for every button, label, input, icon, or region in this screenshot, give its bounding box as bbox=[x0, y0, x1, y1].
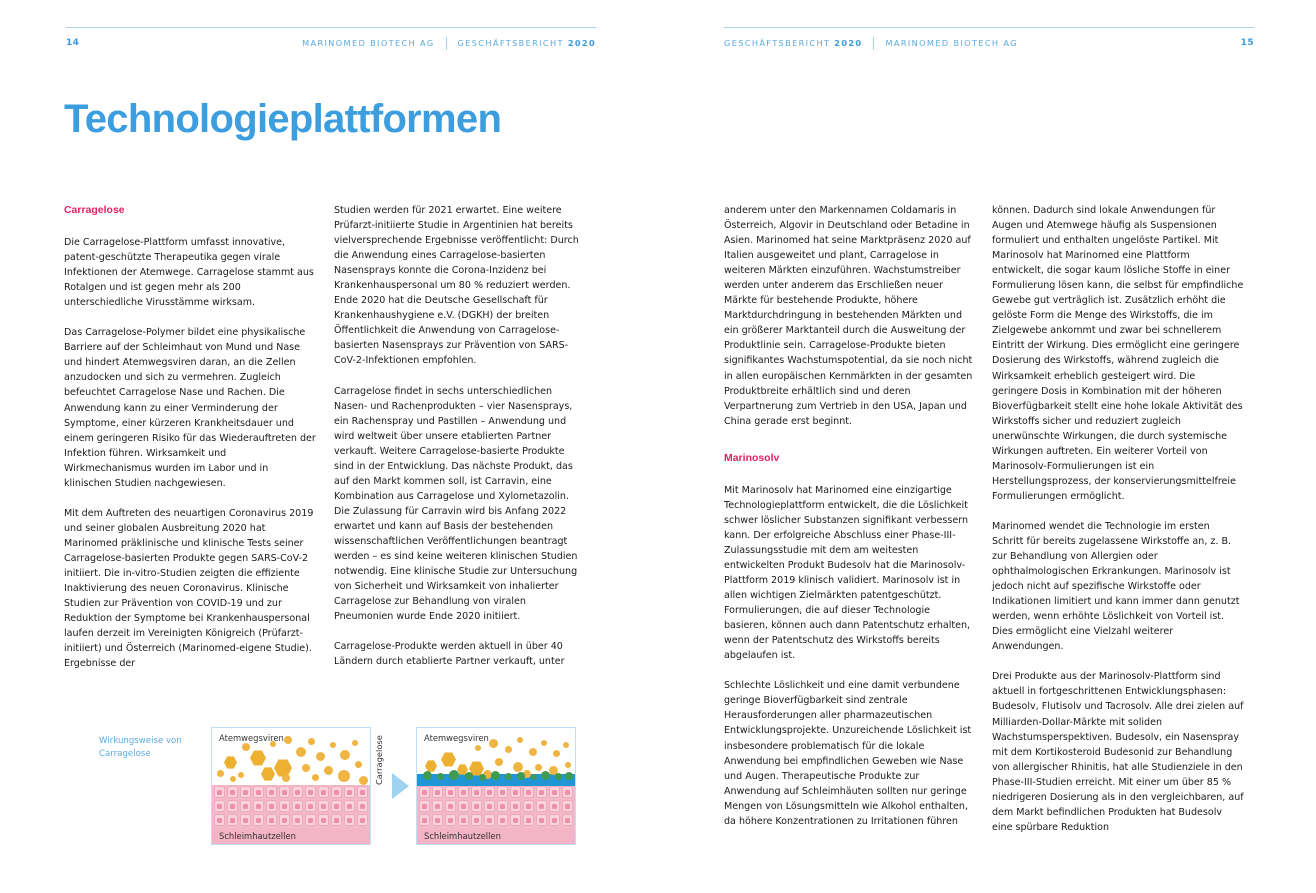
virus-particle bbox=[308, 738, 315, 745]
virus-particle bbox=[553, 750, 560, 757]
mucosa-cell bbox=[318, 786, 329, 798]
mucosa-cell bbox=[344, 786, 355, 798]
mucosa-cell bbox=[419, 786, 430, 798]
virus-particle bbox=[563, 742, 569, 748]
mucosa-cell bbox=[523, 814, 534, 826]
mucosa-cell bbox=[536, 814, 547, 826]
paragraph: Carragelose-Produkte werden aktuell in über 40 Ländern durch etablierte Partner verkauft, unter bbox=[334, 641, 565, 668]
mucosa-cell bbox=[471, 800, 482, 812]
body-column-1 bbox=[64, 203, 316, 671]
mucosa-cell bbox=[227, 814, 238, 826]
virus-particle bbox=[330, 742, 336, 748]
bound-virus-particle bbox=[565, 772, 573, 780]
arrow-right-icon bbox=[392, 773, 409, 799]
paragraph: anderem unter den Markennamen Coldamaris in Österreich, Algovir in Deutschland oder Betadine in Asien. Marinomed hat seine Marktpräsenz 2020 auf Italien ausgeweitet und plant, Carragelose in weiteren Märkten einzuführen. Wachstumstreiber werden unter anderem das Erschließen neuer Märkte für bestehende Produkte, höhere Marktdurchdringung in bestehenden Märkten und ein größerer Marktanteil durch die Ausweitung der Produktlinie sein. Carragelose-Produkte bieten signifikantes Wachstumspotential, da sie noch nicht in allen europäischen Kernmärkten in der gesamten Produktbreite erhältlich sind und deren Verpartnerung zum Vertrieb in den USA, Japan und China gerade erst beginnt. bbox=[724, 205, 973, 427]
mucosa-cell bbox=[266, 786, 277, 798]
mucosa-cell bbox=[432, 814, 443, 826]
mucosa-cell bbox=[510, 814, 521, 826]
mucosa-cell bbox=[305, 800, 316, 812]
mucosa-cell bbox=[445, 786, 456, 798]
bound-virus-particle bbox=[423, 771, 432, 780]
mucosa-cell bbox=[484, 800, 495, 812]
virus-particle bbox=[495, 758, 503, 766]
virus-particle bbox=[355, 761, 362, 768]
mucosa-cell bbox=[419, 800, 430, 812]
running-head-rule-left bbox=[66, 27, 596, 28]
running-head-company-right: MARINOMED BIOTECH AG bbox=[885, 38, 1018, 48]
mucosa-cell bbox=[292, 786, 303, 798]
bound-virus-particle bbox=[449, 770, 459, 780]
mucosa-cell bbox=[266, 800, 277, 812]
body-column-4 bbox=[992, 203, 1244, 835]
mucosa-cell bbox=[214, 786, 225, 798]
virus-particle bbox=[359, 776, 368, 785]
running-head-company-left: MARINOMED BIOTECH AG bbox=[302, 38, 435, 48]
bound-virus-particle bbox=[465, 772, 473, 780]
mucosa-cell bbox=[549, 814, 560, 826]
bound-virus-particle bbox=[517, 772, 525, 780]
virus-particle bbox=[302, 764, 310, 772]
mucosa-cell bbox=[497, 800, 508, 812]
mucosa-cell bbox=[357, 786, 368, 798]
mucosa-cell bbox=[497, 814, 508, 826]
mucosa-cell bbox=[471, 786, 482, 798]
folio-right: 15 bbox=[1240, 38, 1254, 48]
mucosa-cell bbox=[214, 800, 225, 812]
mucosa-cell bbox=[305, 814, 316, 826]
mucosa-cell bbox=[253, 800, 264, 812]
virus-particle bbox=[230, 776, 236, 782]
virus-particle bbox=[217, 770, 224, 777]
mucosa-cell bbox=[266, 814, 277, 826]
virus-particle bbox=[242, 743, 250, 751]
virus-particle bbox=[352, 740, 358, 746]
mucosa-cell bbox=[305, 786, 316, 798]
mucosa-cell bbox=[292, 814, 303, 826]
paragraph: Studien werden für 2021 erwartet. Eine weitere Prüfarzt-initiierte Studie in Argentinien hat bereits vielversprechende Ergebnisse veröffentlicht: Durch die Anwendung eines Carragelose-basierten Nasensprays konnte die Corona-Inzidenz bei Krankenhauspersonal um 80 % reduziert werden. Ende 2020 hat die Deutsche Gesellschaft für Krankenhaushygiene e.V. (DGKH) der breiten Öffentlichkeit die Anwendung von Carragelose-basierten Nasensprays zur Prävention von SARS-CoV-2-Infektionen empfohlen. bbox=[334, 205, 579, 367]
panel-b-mucosa-label: Schleimhautzellen bbox=[424, 831, 501, 841]
mucosa-cell bbox=[279, 800, 290, 812]
virus-particle bbox=[475, 745, 481, 751]
mucosa-cell bbox=[227, 800, 238, 812]
cell-row bbox=[417, 786, 575, 800]
body-column-3 bbox=[724, 203, 976, 829]
virus-particle bbox=[541, 740, 547, 746]
mucosa-cell bbox=[253, 814, 264, 826]
bound-virus-particle bbox=[541, 771, 550, 780]
mucosa-cell bbox=[279, 814, 290, 826]
mucosa-cell bbox=[549, 800, 560, 812]
running-head-report-right: GESCHÄFTSBERICHT 2020 bbox=[724, 38, 863, 48]
mucosa-cell bbox=[227, 786, 238, 798]
paragraph: Mit Marinosolv hat Marinomed eine einzigartige Technologieplattform entwickelt, die die Löslichkeit schwer löslicher Substanzen signifikant verbessern kann. Der erfolgreiche Abschluss einer Phase-III-Zulassungsstudie mit dem am weitesten entwickelten Produkt Budesolv hat die Marinosolv-Plattform 2019 klinisch validiert. Marinosolv ist in allen wichtigen Zielmärkten patentgeschützt. Formulierungen, die auf dieser Technologie basieren, können auch dann Patentschutz erhalten, wenn der Patentschutz des Wirkstoffs bereits abgelaufen ist. bbox=[724, 484, 971, 662]
mucosa-cell bbox=[432, 786, 443, 798]
mucosa-cell bbox=[458, 814, 469, 826]
figure-carragelose-mode-of-action bbox=[64, 727, 594, 847]
running-head-left bbox=[66, 36, 596, 50]
body-column-2 bbox=[334, 203, 586, 669]
cell-row bbox=[417, 800, 575, 814]
paragraph: Drei Produkte aus der Marinosolv-Plattform sind aktuell in fortgeschrittenen Entwicklungsphasen: Budesolv, Flutisolv und Tacrosolv. Alle drei zielen auf Milliarden-Dollar-Märkte mit soliden Wachstumsperspektiven. Budesolv, ein Nasenspray mit dem Kortikosteroid Budesonid zur Behandlung von allergischer Rhinitis, hat alle Studienziele in den Phase-III-Studien erreicht. Mit einer um über 85 % niedrigeren Dosierung als in den vergleichbaren, auf dem Markt befindlichen Produkten hat Budesolv eine spürbare Reduktion bbox=[992, 671, 1244, 833]
running-head-rule-right bbox=[724, 27, 1254, 28]
virus-particle bbox=[505, 746, 512, 753]
carragelose-vertical-label: Carragelose bbox=[374, 735, 384, 785]
paragraph: Das Carragelose-Polymer bildet eine physikalische Barriere auf der Schleimhaut von Mund und Nase und hindert Atemwegsviren daran, an die Zellen anzudocken und sich zu vermehren. Zugleich befeuchtet Carragelose Nase und Rachen. Die Anwendung kann zu einer Verminderung der Symptome, einer kürzeren Krankheitsdauer und einem geringeren Risiko für das Wiederauftreten der Infektion führen. Wirksamkeit und Wirkmechanismus wurden im Labor und in klinischen Studien nachgewiesen. bbox=[64, 327, 316, 489]
folio-left: 14 bbox=[66, 38, 80, 48]
bound-virus-particle bbox=[555, 773, 562, 780]
paragraph: Mit dem Auftreten des neuartigen Coronavirus 2019 und seiner globalen Ausbreitung 2020 hat Marinomed präklinische und klinische Tests seiner Carragelose-basierten Produkte gegen SARS-CoV-2 initiiert. Die in-vitro-Studien zeigten die effiziente Inaktivierung des neuen Coronavirus. Klinische Studien zur Prävention von COVID-19 und zur Reduktion der Symptome bei Krankenhauspersonal laufen derzeit im Vereinigten Königreich (Prüfarzt-initiiert) und Österreich (Marinomed-eigene Studie). Ergebnisse der bbox=[64, 507, 314, 670]
cell-row bbox=[417, 814, 575, 828]
mucosa-cell bbox=[510, 786, 521, 798]
paragraph: können. Dadurch sind lokale Anwendungen für Augen und Atemwege häufig als Suspensionen formuliert und enthalten ungelöste Partikel. Mit Marinosolv hat Marinomed eine Plattform entwickelt, die sogar kaum lösliche Stoffe in einer Formulierung lösen kann, die selbst für empfindliche Gewebe gut verträglich ist. Zusätzlich erhöht die gelöste Form die Menge des Wirkstoffs, die im Zielgewebe ankommt und zwar bei schnellerem Eintritt der Wirkung. Dies ermöglicht eine geringere Dosierung des Wirkstoffs, während zugleich die Wirksamkeit erheblich gesteigert wird. Die geringere Dosis in Kombination mit der höheren Bioverfügbarkeit stellt eine hohe lokale Aktivität des Wirkstoffs sicher und reduziert zugleich unerwünschte Wirkungen, die durch systemische Wirkungen auftreten. Ein weiterer Vorteil von Marinosolv-Formulierungen ist ein Herstellungsprozess, der konservierungsmittelfreie Formulierungen ermöglicht. bbox=[992, 205, 1244, 502]
cell-row bbox=[212, 814, 370, 828]
mucosa-cell bbox=[484, 786, 495, 798]
mucosa-cell bbox=[279, 786, 290, 798]
virus-particle bbox=[324, 766, 333, 775]
mucosa-cell bbox=[331, 786, 342, 798]
running-head-divider-left bbox=[446, 37, 447, 50]
virus-particle bbox=[284, 736, 292, 744]
bound-virus-particle bbox=[505, 773, 512, 780]
virus-particle bbox=[535, 764, 542, 771]
right-page bbox=[658, 0, 1316, 893]
cell-row bbox=[212, 800, 370, 814]
panel-a-mucosa-label: Schleimhautzellen bbox=[219, 831, 296, 841]
mucosa-cell bbox=[445, 814, 456, 826]
mucosa-cell bbox=[458, 786, 469, 798]
virus-particle bbox=[517, 737, 523, 743]
mucosa-cell bbox=[484, 814, 495, 826]
paragraph: Carragelose findet in sechs unterschiedlichen Nasen- und Rachenprodukten – vier Nasensprays, ein Rachenspray und Pastillen – Anwendung und wird weltweit über unsere etablierten Partner verkauft. Weitere Carragelose-basierte Produkte sind in der Entwicklung. Das nächste Produkt, das auf den Markt kommen soll, ist Carravin, eine Kombination aus Carragelose und Xylometazolin. Die Zulassung für Carravin wird bis Anfang 2022 erwartet und kann auf Basis der bestehenden wissenschaftlichen Veröffentlichungen beantragt werden – es sind keine weiteren klinischen Studien notwendig. Eine klinische Studie zur Untersuchung von Sicherheit und Wirksamkeit von inhalierter Carragelose zur Behandlung von viralen Pneumonien wurde Ende 2020 initiiert. bbox=[334, 385, 578, 623]
mucosa-cell bbox=[497, 786, 508, 798]
paragraph: Schlechte Löslichkeit und eine damit verbundene geringe Bioverfügbarkeit sind zentrale Herausforderungen aller pharmazeutischen Entwicklungsprojekte. Unzureichende Löslichkeit ist insbesondere problematisch für die lokale Anwendung bei empfindlichen Geweben wie Nase und Augen. Therapeutische Produkte zur Anwendung auf Schleimhäuten sollten nur geringe Mengen von Lösungsmitteln wie Alkohol enthalten, da höhere Konzentrationen zu Irritationen führen bbox=[724, 680, 972, 827]
panel-a-virus-label: Atemwegsviren bbox=[219, 733, 284, 743]
mucosa-cell bbox=[471, 814, 482, 826]
virus-particle bbox=[489, 739, 498, 748]
mucosa-cell bbox=[562, 786, 573, 798]
virus-particle bbox=[282, 774, 290, 782]
mucosa-cell bbox=[562, 814, 573, 826]
panel-b-virus-label: Atemwegsviren bbox=[424, 733, 489, 743]
mucosa-cell bbox=[344, 800, 355, 812]
mucosa-cell bbox=[419, 814, 430, 826]
bound-virus-particle bbox=[437, 773, 444, 780]
mucosa-cell bbox=[549, 786, 560, 798]
bound-virus-particle bbox=[531, 774, 537, 780]
virus-particle bbox=[513, 762, 523, 772]
paragraph: Marinomed wendet die Technologie im ersten Schritt für bereits zugelassene Wirkstoffe an, z. B. zur Behandlung von Allergien oder ophthalmologischen Erkrankungen. Marinosolv ist jedoch nicht auf spezifische Wirkstoffe oder Indikationen limitiert und kann immer dann genutzt werden, wenn erhöhte Löslichkeit von Vorteil ist. Dies ermöglicht eine Vielzahl weiterer Anwendungen. bbox=[992, 520, 1240, 653]
mucosa-cell bbox=[240, 786, 251, 798]
figure-panel-with-carragelose bbox=[416, 727, 576, 845]
virus-particle bbox=[296, 747, 306, 757]
mucosa-cell bbox=[318, 800, 329, 812]
figure-caption: Wirkungsweise von Carragelose bbox=[99, 736, 182, 759]
virus-particle bbox=[316, 752, 325, 761]
mucosa-cell bbox=[510, 800, 521, 812]
section-heading-marinosolv: Marinosolv bbox=[724, 452, 780, 464]
mucosa-cell bbox=[523, 786, 534, 798]
mucosa-cell bbox=[214, 814, 225, 826]
mucosa-cell bbox=[253, 786, 264, 798]
figure-panel-without-carragelose bbox=[211, 727, 371, 845]
mucosa-cell bbox=[536, 786, 547, 798]
figure-transition bbox=[374, 735, 414, 839]
mucosa-cell bbox=[292, 800, 303, 812]
mucosa-cell bbox=[331, 800, 342, 812]
mucosa-cell bbox=[240, 814, 251, 826]
mucosa-cell bbox=[536, 800, 547, 812]
virus-particle bbox=[338, 770, 350, 782]
running-head-report-left: GESCHÄFTSBERICHT 2020 bbox=[457, 38, 596, 48]
mucosa-cell bbox=[357, 814, 368, 826]
mucosa-cell bbox=[318, 814, 329, 826]
mucosa-cell bbox=[445, 800, 456, 812]
virus-particle bbox=[238, 772, 244, 778]
mucosa-cell bbox=[240, 800, 251, 812]
virus-particle bbox=[340, 750, 350, 760]
bound-virus-particle bbox=[479, 774, 486, 781]
virus-particle bbox=[565, 762, 571, 768]
paragraph: Die Carragelose-Plattform umfasst innovative, patent-geschützte Therapeutika gegen virale Infektionen der Atemwege. Carragelose stammt aus Rotalgen und ist gegen mehr als 200 unterschiedliche Virusstämme wirksam. bbox=[64, 237, 314, 309]
virus-particle bbox=[529, 748, 537, 756]
mucosa-cell bbox=[344, 814, 355, 826]
virus-particle bbox=[312, 774, 319, 781]
mucosa-cell bbox=[331, 814, 342, 826]
mucosa-cell bbox=[523, 800, 534, 812]
bound-virus-particle bbox=[491, 771, 500, 780]
page-title: Technologieplattformen bbox=[64, 97, 502, 141]
cell-row bbox=[212, 786, 370, 800]
mucosa-cell bbox=[432, 800, 443, 812]
running-head-divider-right bbox=[873, 37, 874, 50]
running-head-right bbox=[724, 36, 1254, 50]
section-heading-carragelose: Carragelose bbox=[64, 205, 125, 216]
mucosa-cell bbox=[458, 800, 469, 812]
mucosa-cell bbox=[562, 800, 573, 812]
mucosa-cell bbox=[357, 800, 368, 812]
